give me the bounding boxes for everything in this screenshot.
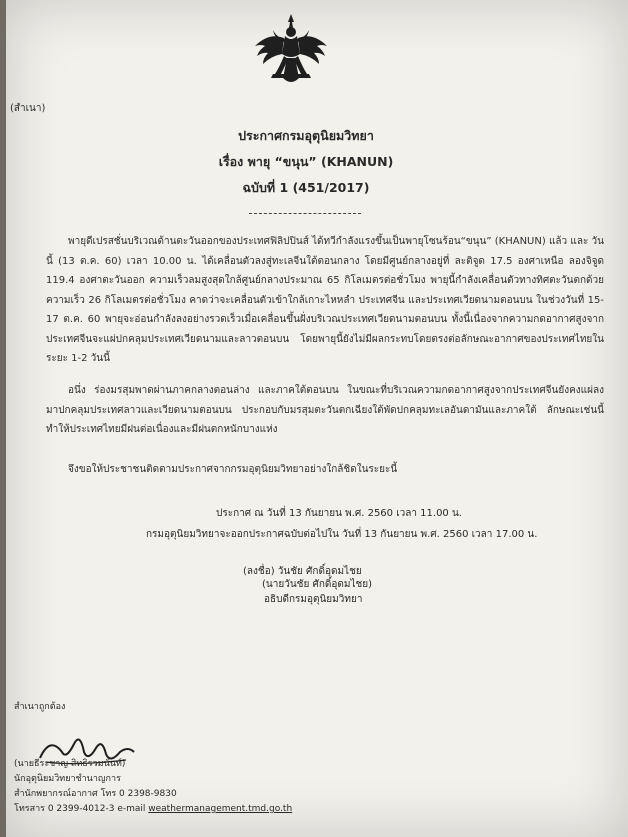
- garuda-emblem-icon: [251, 12, 331, 92]
- signature-position: อธิบดีกรมอุตุนิยมวิทยา: [264, 594, 363, 605]
- fax-email-label: โทรสาร 0 2399-4012-3 e-mail: [14, 804, 146, 814]
- certifier-office-phone: สำนักพยากรณ์อากาศ โทร 0 2398-9830: [14, 789, 177, 799]
- certifier-name: (นายธีระชาญ สิทธิรวมนันท์): [14, 759, 126, 769]
- announcement-subject: เรื่อง พายุ “ขนุน” (KHANUN): [218, 154, 394, 169]
- certifier-contact: [14, 805, 292, 814]
- paragraph-storm-details: พายุดีเปรสชั่นบริเวณด้านตะวันออกของประเทศฟิลิปปินส์ ได้ทวีกำลังแรงขึ้นเป็นพายุโซนร้อน“ขนุน” (KHANUN) แล้ว และ วันนี้ (13 ต.ค. 60) เวลา 10.00 น. ได้เคลื่อนตัวลงสู่ทะเลจีนใต้ตอนกลาง โดยมีศูนย์กลางอยู่ที่ ละติจูด 17.5 องศาเหนือ ลองจิจูด 119.4 องศาตะวันออก ความเร็วลมสูงสุดใกล้ศูนย์กลางประมาณ 65 กิโลเมตรต่อชั่วโมง พายุนี้กำลังเคลื่อนตัวทางทิศตะวันตกด้วยความเร็ว 26 กิโลเมตรต่อชั่วโมง คาดว่าจะเคลื่อนตัวเข้าใกล้เกาะไหหลำ ประเทศจีน และประเทศเวียดนามตอนบน ในช่วงวันที่ 15-17 ต.ค. 60 พายุจะอ่อนกำลังลงอย่างรวดเร็วเมื่อเคลื่อนขึ้นฝั่งบริเวณประเทศเวียดนามตอนบน ทั้งนี้เนื่องจากความกดอากาศสูงจากประเทศจีนจะแผ่ปกคลุมประเทศเวียดนามและลาวตอนบน โดยพายุนี้ยังไม่มีผลกระทบโดยตรงต่อลักษณะอากาศของประเทศไทยในระยะ 1-2 วันนี้: [46, 236, 604, 364]
- announce-datetime: ประกาศ ณ วันที่ 13 กันยายน พ.ศ. 2560 เวลา 11.00 น.: [216, 508, 462, 519]
- paragraph-advice: จึงขอให้ประชาชนติดตามประกาศจากกรมอุตุนิยมวิทยาอย่างใกล้ชิดในระยะนี้: [68, 464, 398, 475]
- email-link[interactable]: weathermanagement.tmd.go.th: [148, 804, 293, 814]
- announcement-issue: ฉบับที่ 1 (451/2017): [242, 180, 370, 195]
- document-page: [6, 0, 628, 837]
- paragraph-monsoon: อนึ่ง ร่องมรสุมพาดผ่านภาคกลางตอนล่าง และภาคใต้ตอนบน ในขณะที่บริเวณความกดอากาศสูงจากประเทศจีนยังคงแผ่ลงมาปกคลุมประเทศลาวและเวียดนามตอนบน ประกอบกับมรสุมตะวันตกเฉียงใต้พัดปกคลุมทะเลอันดามันและภาคใต้ ลักษณะเช่นนี้ทำให้ประเทศไทยมีฝนต่อเนื่องและมีฝนตกหนักบางแห่ง: [46, 385, 604, 435]
- signature-name: (นายวันชัย ศักดิ์อุดมไชย): [262, 579, 373, 590]
- certifier-position: นักอุตุนิยมวิทยาชำนาญการ: [14, 774, 121, 784]
- next-issue-note: กรมอุตุนิยมวิทยาจะออกประกาศฉบับต่อไปใน วันที่ 13 กันยายน พ.ศ. 2560 เวลา 17.00 น.: [146, 529, 538, 540]
- office-mark: (สำเนา): [10, 103, 46, 114]
- certified-copy-label: สำเนาถูกต้อง: [14, 702, 66, 712]
- divider: [249, 213, 361, 214]
- signature-signed: (ลงชื่อ) วันชัย ศักดิ์อุดมไชย: [243, 566, 362, 577]
- announcement-title: ประกาศกรมอุตุนิยมวิทยา: [238, 128, 374, 143]
